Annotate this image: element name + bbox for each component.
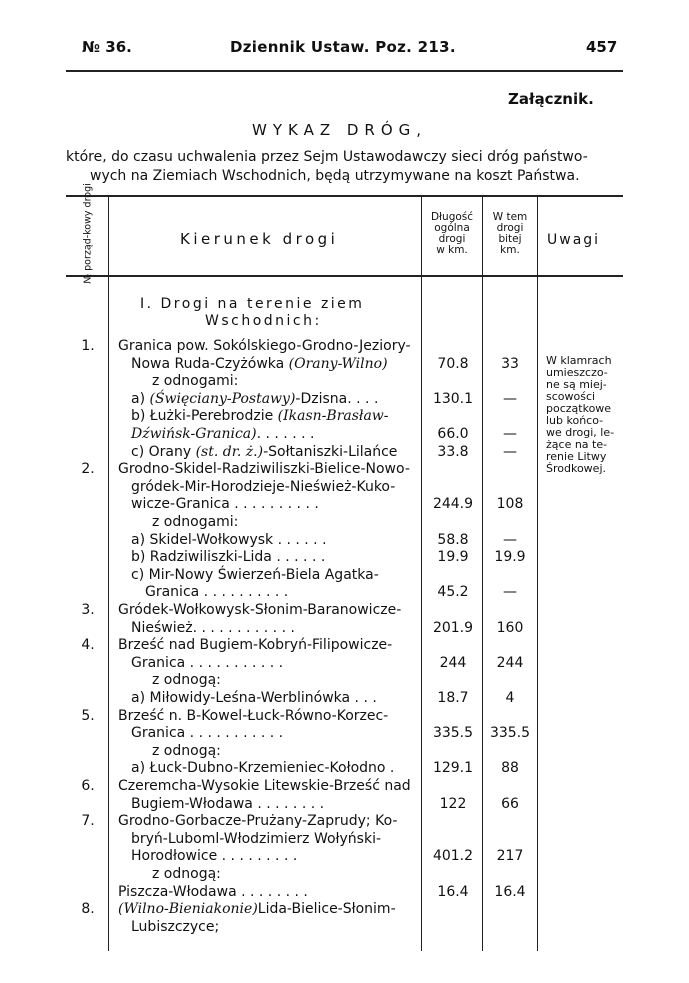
road-direction-line: b) Radziwiliszki-Lida . . . . . . — [131, 549, 326, 565]
road-direction-line: z odnogami: — [152, 373, 239, 389]
header-length-paved: W tem drogi bitej km. — [492, 211, 528, 256]
road-direction-line: Bugiem-Włodawa . . . . . . . . — [131, 796, 325, 812]
document-title: WYKAZ DRÓG, — [252, 121, 428, 139]
road-direction-line: z odnogą: — [152, 672, 221, 688]
road-direction-line: Brześć nad Bugiem-Kobryń-Filipowicze- — [118, 637, 393, 653]
road-direction-line: Nieśwież. . . . . . . . . . . . — [131, 620, 295, 636]
length-paved-cell: — — [503, 391, 517, 407]
length-total-cell: 122 — [439, 796, 467, 812]
length-paved-cell: — — [503, 426, 517, 442]
length-paved-cell: — — [503, 532, 517, 548]
length-paved-cell: 108 — [496, 496, 524, 512]
length-total-cell: 66.0 — [437, 426, 469, 442]
journal-number: № 36. — [82, 38, 132, 56]
length-paved-cell: 33 — [501, 356, 519, 372]
road-direction-line: z odnogami: — [152, 514, 239, 530]
length-total-cell: 58.8 — [437, 532, 469, 548]
road-direction-line: Granica pow. Sokólskiego-Grodno-Jeziory- — [118, 338, 411, 354]
table-top-rule — [66, 195, 623, 197]
length-paved-cell: 335.5 — [489, 725, 531, 741]
length-total-cell: 130.1 — [432, 391, 474, 407]
length-total-cell: 335.5 — [432, 725, 474, 741]
length-paved-cell: 66 — [501, 796, 519, 812]
road-direction-line: Czeremcha-Wysokie Litewskie-Brześć nad — [118, 778, 411, 794]
italic-place-names: (Orany-Wilno) — [288, 356, 388, 372]
row-number: 7. — [81, 813, 95, 829]
length-paved-cell: 160 — [496, 620, 524, 636]
length-paved-cell: 19.9 — [494, 549, 526, 565]
length-paved-cell: 16.4 — [494, 884, 526, 900]
road-direction-line: Horodłowice . . . . . . . . . — [131, 848, 298, 864]
table-head-rule — [66, 275, 623, 277]
row-number: 5. — [81, 708, 95, 724]
road-direction-line: gródek-Mir-Horodzieje-Nieśwież-Kuko- — [131, 479, 396, 495]
length-total-cell: 70.8 — [437, 356, 469, 372]
length-total-cell: 45.2 — [437, 584, 469, 600]
page-number: 457 — [586, 38, 618, 56]
section-title-line-2: Wschodnich: — [205, 313, 322, 329]
header-rule — [66, 70, 623, 72]
length-paved-cell: 217 — [496, 848, 524, 864]
row-number: 4. — [81, 637, 95, 653]
road-direction-line: b) Łużki-Perebrodzie (Ikasn-Brasław- — [131, 408, 389, 424]
road-direction-line: a) Łuck-Dubno-Krzemieniec-Kołodno . — [131, 760, 395, 776]
length-paved-cell: 88 — [501, 760, 519, 776]
length-total-cell: 401.2 — [432, 848, 474, 864]
remarks-text: W klamrach umieszczo- ne są miej- scowości początkowe lub końco- we drogi, le- żące na te- renie Litwy Środkowej. — [546, 354, 615, 475]
road-direction-line: bryń-Luboml-Włodzimierz Wołyński- — [131, 831, 382, 847]
italic-place-names: Dźwińsk-Granica) — [131, 426, 257, 442]
header-direction: Kierunek drogi — [180, 230, 339, 248]
road-direction-line: c) Mir-Nowy Świerzeń-Biela Agatka- — [131, 567, 379, 583]
row-number: 6. — [81, 778, 95, 794]
intro-line-2: wych na Ziemiach Wschodnich, będą utrzymywane na koszt Państwa. — [90, 168, 580, 184]
road-direction-line: Granica . . . . . . . . . . — [145, 584, 289, 600]
col-divider-1 — [108, 196, 109, 951]
italic-place-names: (Wilno-Bieniakonie) — [118, 901, 258, 917]
length-total-cell: 129.1 — [432, 760, 474, 776]
row-number: 2. — [81, 461, 95, 477]
road-direction-line: Lubiszczyce; — [131, 919, 220, 935]
road-direction-line: a) Skidel-Wołkowysk . . . . . . — [131, 532, 327, 548]
road-direction-line: (Wilno-Bieniakonie)Lida-Bielice-Słonim- — [118, 901, 396, 917]
italic-place-names: (Ikasn-Brasław- — [277, 408, 389, 424]
section-title-line-1: I. Drogi na terenie ziem — [140, 296, 365, 312]
italic-place-names: (st. dr. ż.) — [195, 444, 264, 460]
journal-title: Dziennik Ustaw. Poz. 213. — [230, 38, 456, 56]
road-direction-line: Dźwińsk-Granica). . . . . . . — [131, 426, 315, 442]
header-length-total: Długość ogólna drogi w km. — [430, 211, 474, 256]
road-direction-line: a) (Święciany-Postawy)-Dzisna. . . . — [131, 391, 379, 407]
col-divider-2 — [421, 196, 422, 951]
length-total-cell: 19.9 — [437, 549, 469, 565]
length-total-cell: 201.9 — [432, 620, 474, 636]
road-direction-line: Granica . . . . . . . . . . . — [131, 655, 284, 671]
row-number: 3. — [81, 602, 95, 618]
length-total-cell: 244 — [439, 655, 467, 671]
road-direction-line: wicze-Granica . . . . . . . . . . — [131, 496, 319, 512]
road-direction-line: c) Orany (st. dr. ż.)-Sołtaniszki-Lilańce — [131, 444, 398, 460]
length-paved-cell: 244 — [496, 655, 524, 671]
road-direction-line: Piszcza-Włodawa . . . . . . . . — [118, 884, 308, 900]
length-total-cell: 18.7 — [437, 690, 469, 706]
road-direction-line: Grodno-Gorbacze-Prużany-Zaprudy; Ko- — [118, 813, 398, 829]
length-paved-cell: — — [503, 584, 517, 600]
road-direction-line: Brześć n. B-Kowel-Łuck-Równo-Korzec- — [118, 708, 389, 724]
row-number: 8. — [81, 901, 95, 917]
italic-place-names: (Święciany-Postawy) — [149, 391, 296, 407]
road-direction-line: Nowa Ruda-Czyżówka (Orany-Wilno) — [131, 356, 388, 372]
length-paved-cell: 4 — [505, 690, 515, 706]
length-total-cell: 16.4 — [437, 884, 469, 900]
length-total-cell: 33.8 — [437, 444, 469, 460]
road-direction-line: Granica . . . . . . . . . . . — [131, 725, 284, 741]
header-no: № porząd-kowy drogi — [82, 183, 94, 284]
row-number: 1. — [81, 338, 95, 354]
length-paved-cell: — — [503, 444, 517, 460]
col-divider-4 — [537, 196, 538, 951]
attachment-label: Załącznik. — [508, 90, 594, 108]
road-direction-line: Grodno-Skidel-Radziwiliszki-Bielice-Nowo- — [118, 461, 410, 477]
road-direction-line: a) Miłowidy-Leśna-Werblinówka . . . — [131, 690, 377, 706]
col-divider-3 — [482, 196, 483, 951]
header-remarks: Uwagi — [547, 232, 601, 248]
road-direction-line: z odnogą: — [152, 743, 221, 759]
length-total-cell: 244.9 — [432, 496, 474, 512]
intro-line-1: które, do czasu uchwalenia przez Sejm Ustawodawczy sieci dróg państwo- — [66, 149, 588, 165]
road-direction-line: z odnogą: — [152, 866, 221, 882]
road-direction-line: Gródek-Wołkowysk-Słonim-Baranowicze- — [118, 602, 402, 618]
